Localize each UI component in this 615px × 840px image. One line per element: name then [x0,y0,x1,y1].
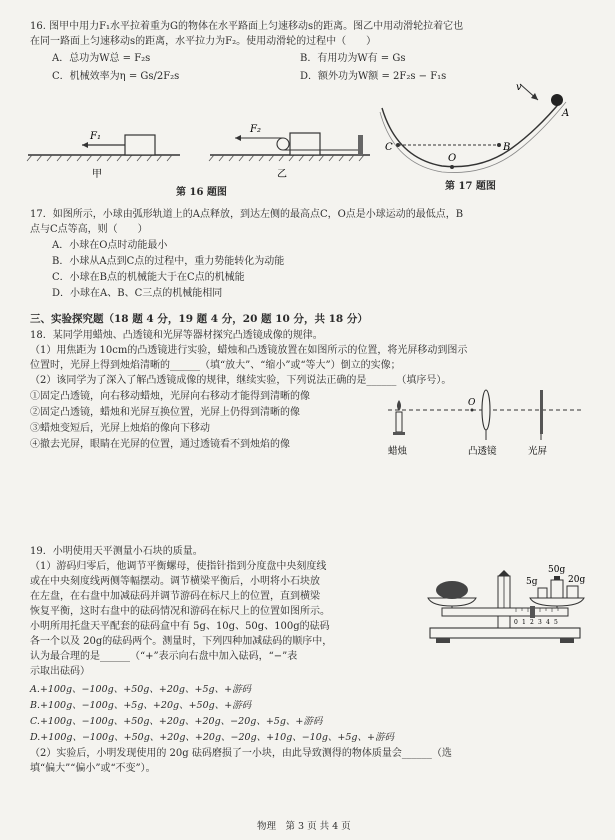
weight-5g-icon [538,588,547,598]
q18-option-2: ②固定凸透镜，蜡烛和光屏互换位置，光屏上仍得到清晰的像 [30,407,300,418]
weight-50g-icon [551,580,563,598]
q18-label-o: O [468,398,476,408]
q18-convex-lens [482,390,490,430]
q19-part1-line5: 小明所用托盘天平配套的砝码盒中有 5g、10g、50g、100g的砝码 [30,621,330,632]
weight-label-5g: 5g [526,577,538,587]
q17-figure [372,78,602,183]
q19-part2-line1: （2）实验后，小明发现使用的 20g 砝码磨损了一小块，由此导致测得的物体质量会______（选 [30,748,452,759]
q19-part1-line7: 认为最合理的是______（“+”表示向右盘中加入砝码，“−”表 [30,651,298,662]
q16-option-b: B．有用功为W有 = Gs [300,53,406,64]
q16-option-a: A．总功为W总 = F₂s [52,53,151,64]
q18-screen [540,390,543,434]
q18-figure [388,388,588,463]
q17-caption: 第 17 题图 [445,181,496,192]
q17-label-b: B [503,142,511,153]
scale-num-0: 0 [514,619,518,626]
q19-balance-figure [418,556,593,651]
section3-title: 三、实验探究题（18 题 4 分，19 题 4 分，20 题 10 分，共 18 分） [30,313,368,325]
q19-option-a: A.+100g、−100g、+50g、+20g、+5g、+游码 [30,684,252,695]
q16-caption: 第 16 题图 [176,187,227,198]
scale-num-2: 2 [530,619,534,626]
q17-track [382,100,562,167]
weight-label-20g: 20g [568,575,586,585]
q16-stem-line2: 在同一路面上匀速移动s的距离，水平拉力为F₂。使用动滑轮的过程中（ ） [30,36,377,47]
q17-ball [551,94,563,106]
q17-option-b: B．小球从A点到C点的过程中，重力势能转化为动能 [52,256,285,267]
balance-rider [530,606,535,618]
q17-option-a: A．小球在O点时动能最小 [52,240,168,251]
q16-option-d: D．额外功为W额 = 2F₂s − F₁s [300,71,447,82]
q16-label-yi: 乙 [277,169,287,180]
q19-part1-line8: 示取出砝码） [30,666,90,677]
q18-part1-line2: 位置时，光屏上得到烛焰清晰的______（填“放大”、“缩小”或“等大”）倒立的实像； [30,360,401,371]
q19-part1-line2: 或在中央刻度线两侧等幅摆动。调节横梁平衡后，小明将小石块放 [30,576,320,587]
q19-option-c: C.+100g、−100g、+50g、+20g、+20g、−20g、+5g、+游码 [30,716,323,727]
q16-label-f2: F₂ [250,124,261,135]
flame-icon [397,400,401,411]
q19-part1-line4: 恢复平衡，这时右盘中的砝码情况和游码在标尺上的位置如图所示。 [30,606,330,617]
q16-figure [20,95,375,195]
q17-stem-line1: 17．如图所示，小球由弧形轨道上的A点释放，到达左侧的最高点C，O点是小球运动的最低点，B [30,209,464,220]
q18-option-4: ④撤去光屏，眼睛在光屏的位置，通过透镜看不到烛焰的像 [30,439,290,450]
q19-part2-line2: 填“偏大”“偏小”或“不变”）。 [30,763,156,774]
scale-num-3: 3 [538,619,542,626]
right-pan [530,598,584,606]
q18-label-candle: 蜡烛 [388,446,408,457]
q19-option-d: D.+100g、−100g、+50g、+20g、+20g、−20g、+10g、−10g、+5g、+游码 [30,732,394,743]
weight-20g-icon [567,586,578,598]
q16-option-c: C．机械效率为η = Gs/2F₂s [52,71,180,82]
q17-label-a: A [562,108,570,119]
balance-beam-scale [442,608,568,616]
scale-num-1: 1 [522,619,526,626]
q17-option-c: C．小球在B点的机械能大于在C点的机械能 [52,272,245,283]
q18-candle [396,412,402,432]
q18-stem: 18．某同学用蜡烛、凸透镜和光屏等器材探究凸透镜成像的规律。 [30,330,323,341]
q19-part1-line6: 各一个以及 20g的砝码两个。测量时，下列四种加减砝码的顺序中， [30,636,333,647]
q17-label-o: O [448,153,457,164]
left-pan [428,598,476,606]
q18-part2: （2）该同学为了深入了解凸透镜成像的规律，继续实验，下列说法正确的是______（填序号）。 [30,375,452,386]
balance-base [430,628,580,638]
q16-pulley [277,138,289,150]
q18-part1-line1: （1）用焦距为 10cm的凸透镜进行实验，蜡烛和凸透镜放置在如图所示的位置，将光屏移动到图示 [30,345,468,356]
q16-label-jia: 甲 [92,169,102,180]
scale-num-4: 4 [546,619,550,626]
q17-option-d: D．小球在A、B、C三点的机械能相同 [52,288,223,299]
q18-label-lens: 凸透镜 [468,446,497,457]
q18-option-3: ③蜡烛变短后，光屏上烛焰的像向下移动 [30,423,210,434]
scale-num-5: 5 [554,619,558,626]
q19-stem: 19．小明使用天平测量小石块的质量。 [30,546,203,557]
q17-stem-line2: 点与C点等高，则（ ） [30,224,148,235]
page-footer: 物理 第 3 页 共 4 页 [257,821,351,832]
q19-part1-line3: 在左盘，在右盘中加减砝码并调节游码在标尺上的位置，直到横梁 [30,591,320,602]
q18-option-1: ①固定凸透镜，向右移动蜡烛，光屏向右移动才能得到清晰的像 [30,391,310,402]
q18-label-screen: 光屏 [528,446,548,457]
q16-block-yi [290,133,320,155]
q16-label-f1: F₁ [90,131,101,142]
q19-part1-line1: （1）游码归零后，他调节平衡螺母，使指针指到分度盘中央刻度线 [30,561,327,572]
q17-label-c: C [385,142,393,153]
weight-label-50g: 50g [548,565,566,575]
stone-icon [436,581,468,599]
q17-label-v: v [516,82,522,93]
q16-block-jia [125,135,155,155]
q19-option-b: B.+100g、−100g、+5g、+20g、+50g、+游码 [30,700,252,711]
q16-stem-line1: 16. 图甲中用力F₁水平拉着重为G的物体在水平路面上匀速移动s的距离。图乙中用动滑轮拉着它也 [30,21,464,32]
